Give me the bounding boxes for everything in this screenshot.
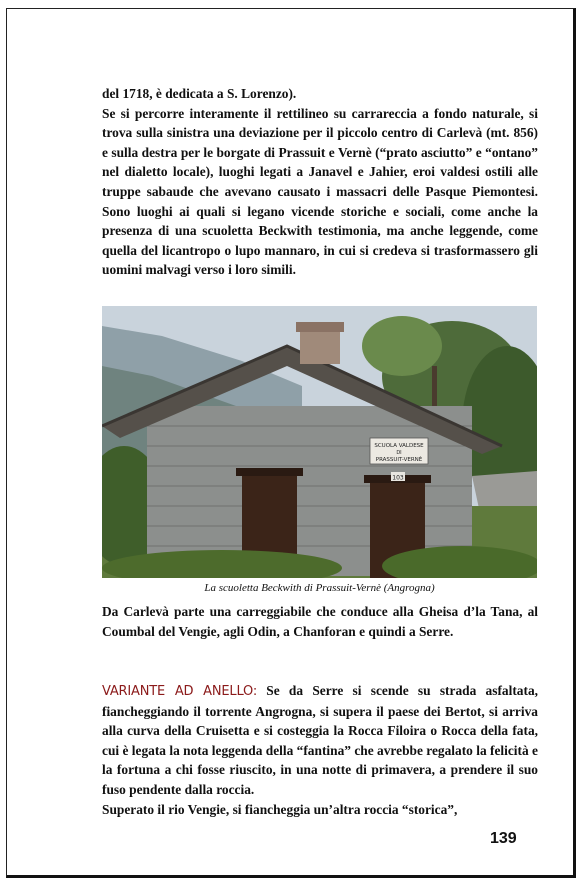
paragraph-carleva: Se si percorre interamente il rettilineo su carrareccia a fondo naturale, si trova sulla sinistra una deviazione per il piccolo centro di Carlevà (mt. 856) e sulla destra per le borgate di Prassuit e Vernè (“prato asciutto” e “ontano” nel dialetto locale), luoghi legati a Janavel e Jahier, eroi valdesi ostili alle truppe sabaude che avevano causato i massacri delle Pasque Piemontesi. Sono luoghi ai quali si legano vicende storiche e sociali, come anche la presenza di una scuoletta Beckwith testimonia, ma anche leggende, come quella del licantropo o lupo mannaro, in cui si credeva si trasformassero gli uomini malvagi verso i loro simili. <box>102 105 538 278</box>
school-sign-line-2: DI <box>396 450 402 456</box>
body-text-top <box>102 84 538 280</box>
paragraph-carreggiabile: Da Carlevà parte una carreggiabile che conduce alla Gheisa d’la Tana, al Coumbal del Vengie, agli Odin, a Chanforan e quindi a Serre. <box>102 604 538 639</box>
page-number: 139 <box>490 830 517 847</box>
variant-heading: VARIANTE AD ANELLO: <box>102 684 258 699</box>
photo-caption: La scuoletta Beckwith di Prassuit-Vernè (Angrogna) <box>204 582 435 594</box>
school-photo <box>102 306 537 578</box>
door-plate-number: 103 <box>392 474 404 482</box>
school-sign-line-1: SCUOLA VALDESE <box>374 443 424 449</box>
paragraph-rio-vengie: Superato il rio Vengie, si fiancheggia un’altra roccia “storica”, <box>102 801 458 817</box>
school-sign-line-3: PRASSUIT-VERNÈ <box>375 457 423 463</box>
body-text-bottom <box>102 681 538 819</box>
intro-line: del 1718, è dedicata a S. Lorenzo). <box>102 86 297 101</box>
paragraph-variante: Se da Serre si scende su strada asfaltata, fiancheggiando il torrente Angrogna, si supera il paese dei Bertot, si arriva alla curva della Cruisetta e si costeggia la Rocca Filoira o Rocca della fata, cui è legata la nota leggenda della “fantina” che avrebbe regalato la felicità e la fortuna a chi fosse riuscito, in una notte di primavera, a prendere il suo fuso pendente dalla roccia. <box>102 683 538 797</box>
